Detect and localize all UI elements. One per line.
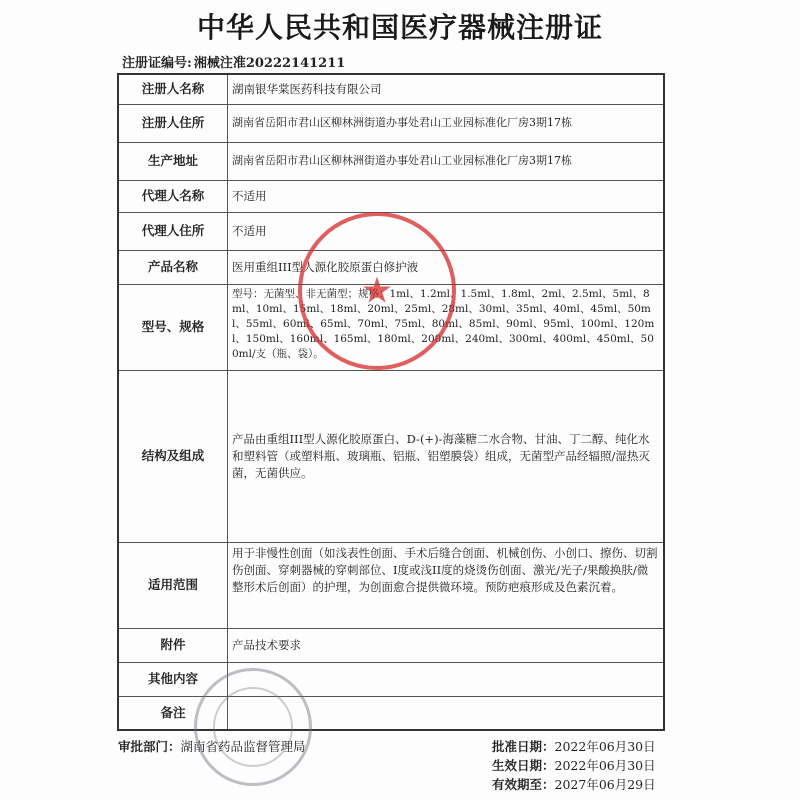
table-row (118, 212, 664, 250)
row-value: 产品技术要求 (228, 628, 665, 662)
expiry-date-label: 有效期至： (492, 777, 555, 792)
approval-department-value: 湖南省药品监督管理局 (180, 739, 306, 754)
registration-number-value: 湘械注准20222141211 (193, 56, 346, 71)
effective-date (492, 756, 656, 774)
row-label: 附件 (118, 628, 228, 662)
expiry-date (492, 775, 656, 793)
table-row (118, 104, 664, 142)
table-row (118, 696, 664, 730)
registration-number (122, 52, 345, 71)
row-label: 适用范围 (118, 542, 228, 628)
table-row (118, 628, 664, 662)
row-value: 用于非慢性创面（如浅表性创面、手术后缝合创面、机械创伤、小创口、擦伤、切割伤创面、穿刺器械的穿刺部位、I度或浅II度的烧烫伤创面、激光/光子/果酸换肤/微整形术后创面）的护理，为创面愈合提供微环境。预防疤痕形成及色素沉着。 (228, 542, 665, 628)
table-row (118, 662, 664, 696)
approval-date-label: 批准日期： (492, 739, 555, 754)
row-label: 生产地址 (118, 142, 228, 180)
row-label: 其他内容 (118, 662, 228, 696)
effective-date-label: 生效日期： (492, 758, 555, 773)
row-label: 注册人住所 (118, 104, 228, 142)
approval-department-label: 审批部门： (118, 739, 181, 754)
row-value: 湖南银华棠医药科技有限公司 (228, 74, 665, 104)
row-value: 湖南省岳阳市君山区柳林洲街道办事处君山工业园标准化厂房3期17栋 (228, 142, 665, 180)
row-value: 不适用 (228, 180, 665, 212)
row-label: 代理人名称 (118, 180, 228, 212)
table-row (118, 370, 664, 542)
approval-date-value: 2022年06月30日 (554, 739, 656, 754)
document-title: 中华人民共和国医疗器械注册证 (196, 11, 603, 44)
table-row (118, 250, 664, 284)
row-label: 备注 (118, 696, 228, 730)
table-row (118, 74, 664, 104)
effective-date-value: 2022年06月30日 (554, 758, 656, 773)
approval-date (492, 737, 656, 755)
row-value: 型号：无菌型、非无菌型；规格：1ml、1.2ml、1.5ml、1.8ml、2ml、2.5ml、5ml、8ml、10ml、15ml、18ml、20ml、25ml、28ml、30ml、35ml、40ml、45ml、50ml、55ml、60ml、65ml、70ml、75ml、80ml、85ml、90ml、95ml、100ml、120ml、150ml、160ml、165ml、180ml、200ml、240ml、300ml、400ml、450ml、500ml/支（瓶、袋）。 (228, 284, 665, 370)
expiry-date-value: 2027年06月29日 (554, 777, 656, 792)
row-label: 注册人名称 (118, 74, 228, 104)
table-row (118, 284, 664, 370)
table-row (118, 180, 664, 212)
table-row (118, 542, 664, 628)
row-value: 产品由重组III型人源化胶原蛋白、D-(+)-海藻糖二水合物、甘油、丁二醇、纯化水和塑料管（或塑料瓶、玻璃瓶、铝瓶、铝塑膜袋）组成，无菌型产品经辐照/湿热灭菌，无菌供应。 (228, 370, 665, 542)
certificate-table (117, 73, 665, 731)
row-label: 产品名称 (118, 250, 228, 284)
row-label: 代理人住所 (118, 212, 228, 250)
row-value (228, 662, 665, 696)
table-row (118, 142, 664, 180)
row-value: 湖南省岳阳市君山区柳林洲街道办事处君山工业园标准化厂房3期17栋 (228, 104, 665, 142)
registration-number-label: 注册证编号: (122, 56, 192, 71)
seal-star-icon: ★ (360, 270, 394, 312)
row-value: 不适用 (228, 212, 665, 250)
row-label: 结构及组成 (118, 370, 228, 542)
row-label: 型号、规格 (118, 284, 228, 370)
row-value (228, 696, 665, 730)
row-value: 医用重组III型人源化胶原蛋白修护液 (228, 250, 665, 284)
approval-department (118, 737, 306, 755)
